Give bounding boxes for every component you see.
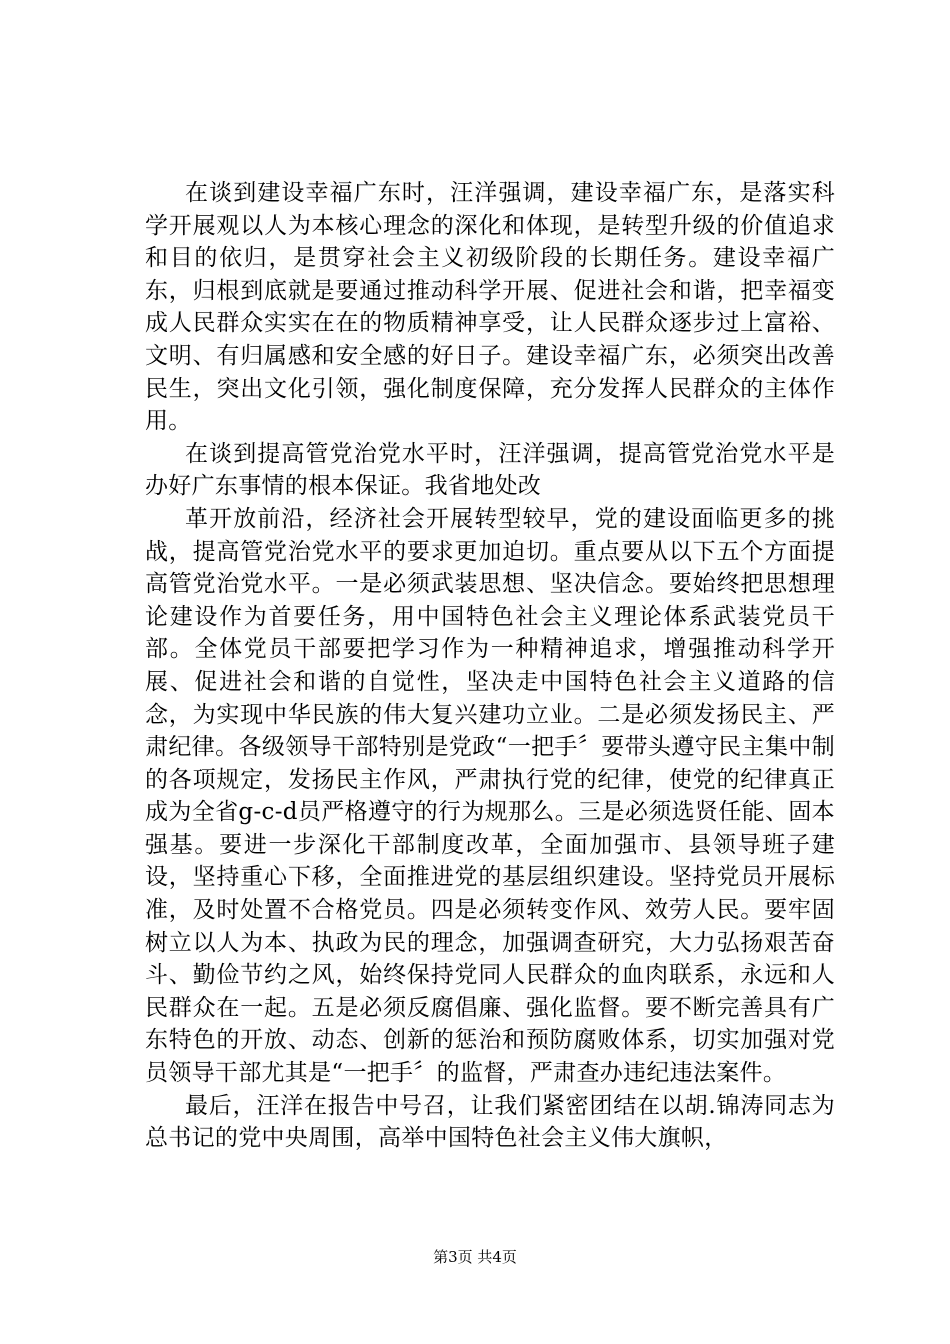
paragraph-conclusion: 最后，汪洋在报告中号召，让我们紧密团结在以胡.锦涛同志为总书记的党中央周围，高举中国特色社会主义伟大旗帜， xyxy=(145,1092,835,1152)
paragraph-happy-guangdong: 在谈到建设幸福广东时，汪洋强调，建设幸福广东，是落实科学开展观以人为本核心理念的深化和体现，是转型升级的价值追求和目的依归，是贯穿社会主义初级阶段的长期任务。建设幸福广东，归根到底就是要通过推动科学开展、促进社会和谐，把幸福变成人民群众实实在在的物质精神享受，让人民群众逐步过上富裕、文明、有归属感和安全感的好日子。建设幸福广东，必须突出改善民生，突出文化引领，强化制度保障，充分发挥人民群众的主体作用。 xyxy=(145,180,835,435)
document-body xyxy=(145,177,835,1155)
paragraph-five-aspects: 革开放前沿，经济社会开展转型较早，党的建设面临更多的挑战，提高管党治党水平的要求更加迫切。重点要从以下五个方面提高管党治党水平。一是必须武装思想、坚决信念。要始终把思想理论建设作为首要任务，用中国特色社会主义理论体系武装党员干部。全体党员干部要把学习作为一种精神追求，增强推动科学开展、促进社会和谐的自觉性，坚决走中国特色社会主义道路的信念，为实现中华民族的伟大复兴建功立业。二是必须发扬民主、严肃纪律。各级领导干部特别是党政“一把手〞要带头遵守民主集中制的各项规定，发扬民主作风，严肃执行党的纪律，使党的纪律真正成为全省g-c-d员严格遵守的行为规那么。三是必须选贤任能、固本强基。要进一步深化干部制度改革，全面加强市、县领导班子建设，坚持重心下移，全面推进党的基层组织建设。坚持党员开展标准，及时处置不合格党员。四是必须转变作风、效劳人民。要牢固树立以人为本、执政为民的理念，加强调查研究，大力弘扬艰苦奋斗、勤俭节约之风，始终保持党同人民群众的血肉联系，永远和人民群众在一起。五是必须反腐倡廉、强化监督。要不断完善具有广东特色的开放、动态、创新的惩治和预防腐败体系，切实加强对党员领导干部尤其是“一把手〞的监督，严肃查办违纪违法案件。 xyxy=(145,505,835,1087)
paragraph-party-governance-intro: 在谈到提高管党治党水平时，汪洋强调，提高管党治党水平是办好广东事情的根本保证。我省地处改 xyxy=(145,440,835,500)
page-number-footer: 第3页 共4页 xyxy=(433,1248,517,1266)
